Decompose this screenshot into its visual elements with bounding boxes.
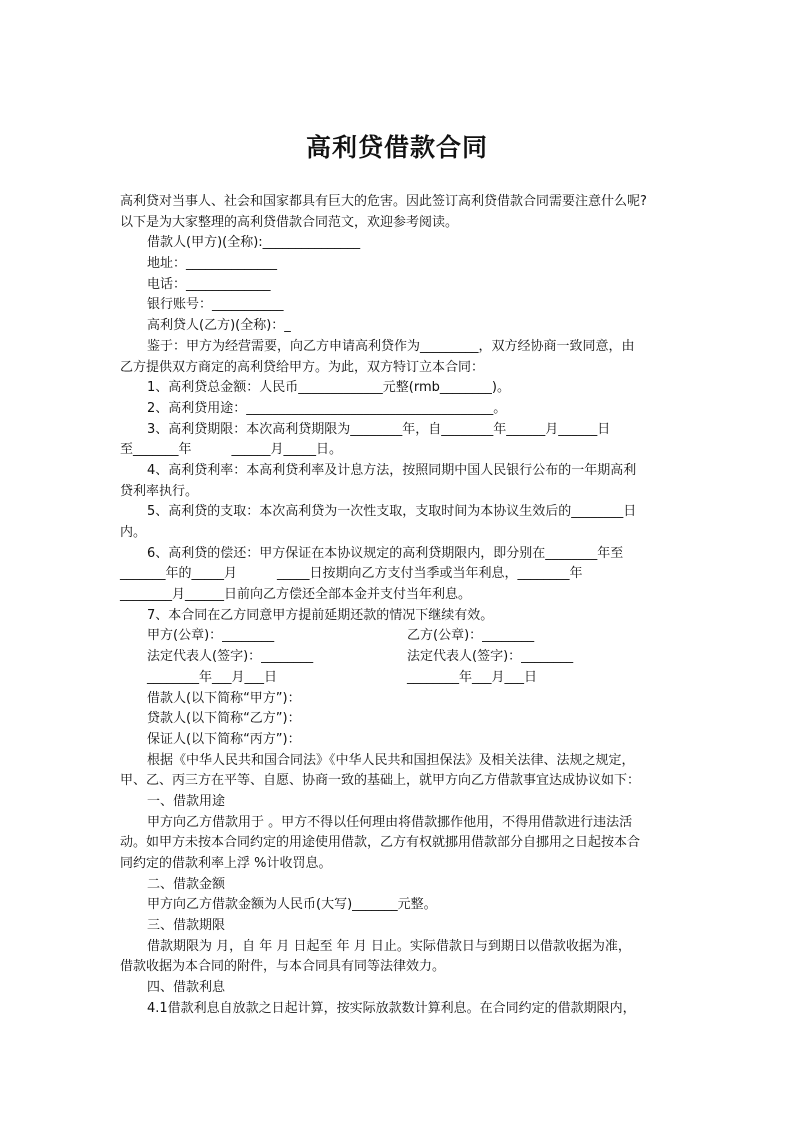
- clause-line: 7、本合同在乙方同意甲方提前延期还款的情况下继续有效。: [147, 607, 494, 623]
- paragraph-line: 甲方向乙方借款金额为人民币(大写)_______元整。: [147, 897, 437, 913]
- party-a-seal: 甲方(公章)：________: [147, 628, 275, 644]
- clause-segment: _______年的_____月: [120, 566, 238, 582]
- signature-row: [120, 626, 680, 647]
- signature-row: [120, 647, 680, 668]
- paragraph-line: 同约定的借款利率上浮 %计收罚息。: [120, 856, 332, 871]
- party-a-date: ________年___月___日: [147, 669, 278, 685]
- clause-segment: _____日按期向乙方支付当季或当年利息，________年: [277, 566, 583, 582]
- party-a-representative: 法定代表人(签字)：________: [147, 649, 314, 665]
- paragraph-line: 借款期限为 月，自 年 月 日起至 年 月 日止。实际借款日与到期日以借款收据为准，: [147, 938, 631, 954]
- address-field: 地址：______________: [147, 256, 278, 272]
- borrower-field: 借款人(甲方)(全称):_______________: [147, 235, 361, 251]
- clause-line: 5、高利贷的支取：本次高利贷为一次性支取，支取时间为本协议生效后的________日: [147, 504, 637, 520]
- party-line: 贷款人(以下简称“乙方”)：: [147, 711, 301, 727]
- lender-field: 高利贷人(乙方)(全称)：_: [147, 318, 291, 334]
- section-heading: 二、借款金额: [147, 876, 226, 892]
- party-b-representative: 法定代表人(签字)：________: [407, 649, 574, 665]
- paragraph-line: 甲、乙、丙三方在平等、自愿、协商一致的基础上，就甲方向乙方借款事宜达成协议如下：: [120, 773, 641, 789]
- clause-line: 4、高利贷利率：本高利贷利率及计息方法，按照同期中国人民银行公布的一年期高利: [147, 462, 637, 478]
- paragraph-line: 借款收据为本合同的附件，与本合同具有同等法律效力。: [120, 959, 446, 975]
- clause-segment: 至_______年: [120, 442, 192, 458]
- phone-field: 电话：_____________: [147, 276, 271, 292]
- paragraph-line: 乙方提供双方商定的高利贷给甲方。为此，双方特订立本合同：: [120, 359, 485, 375]
- clause-line: 内。: [120, 525, 147, 540]
- paragraph-line: 甲方向乙方借款用于 。甲方不得以任何理由将借款挪作他用，不得用借款进行违法活: [147, 814, 633, 830]
- clause-line: [120, 440, 680, 461]
- clause-segment: ______月_____日。: [231, 442, 343, 458]
- intro-line: 高利贷对当事人、社会和国家都具有巨大的危害。因此签订高利贷借款合同需要注意什么呢?: [120, 194, 647, 209]
- clause-line: 1、高利贷总金额：人民币_____________元整(rmb________)。: [147, 380, 510, 396]
- paragraph-line: 根据《中华人民共和国合同法》《中华人民共和国担保法》及相关法律、法规之规定，: [147, 752, 635, 768]
- party-line: 借款人(以下简称“甲方”)：: [147, 690, 301, 706]
- intro-line: 以下是为大家整理的高利贷借款合同范文，欢迎参考阅读。: [120, 214, 459, 230]
- signature-row: [120, 668, 680, 689]
- clause-line: 3、高利贷期限：本次高利贷期限为________年，自________年______月______日: [147, 421, 611, 437]
- clause-line: 贷利率执行。: [120, 483, 199, 499]
- clause-line: [120, 564, 680, 585]
- clause-line: 6、高利贷的偿还：甲方保证在本协议规定的高利贷期限内，即分别在________年至: [147, 545, 624, 561]
- party-line: 保证人(以下简称“丙方”)：: [147, 731, 301, 747]
- section-heading: 一、借款用途: [147, 793, 226, 809]
- section-heading: 四、借款利息: [147, 980, 226, 996]
- bank-account-field: 银行账号：___________: [147, 297, 284, 313]
- page-title: 高利贷借款合同: [305, 133, 488, 162]
- paragraph-line: 4.1借款利息自放款之日起计算，按实际放款数计算利息。在合同约定的借款期限内，: [147, 1000, 636, 1016]
- party-b-date: ________年___月___日: [407, 669, 538, 685]
- paragraph-line: 鉴于：甲方为经营需要，向乙方申请高利贷作为_________，双方经协商一致同意，由: [147, 338, 635, 354]
- clause-line: ________月______日前向乙方偿还全部本金并支付当年利息。: [120, 587, 472, 603]
- paragraph-line: 动。如甲方未按本合同约定的用途使用借款，乙方有权就挪用借款部分自挪用之日起按本合: [120, 835, 641, 851]
- section-heading: 三、借款期限: [147, 918, 226, 934]
- contract-body: [120, 192, 680, 1020]
- party-b-seal: 乙方(公章)：________: [407, 628, 535, 644]
- clause-line: 2、高利贷用途：______________________________________。: [147, 400, 507, 416]
